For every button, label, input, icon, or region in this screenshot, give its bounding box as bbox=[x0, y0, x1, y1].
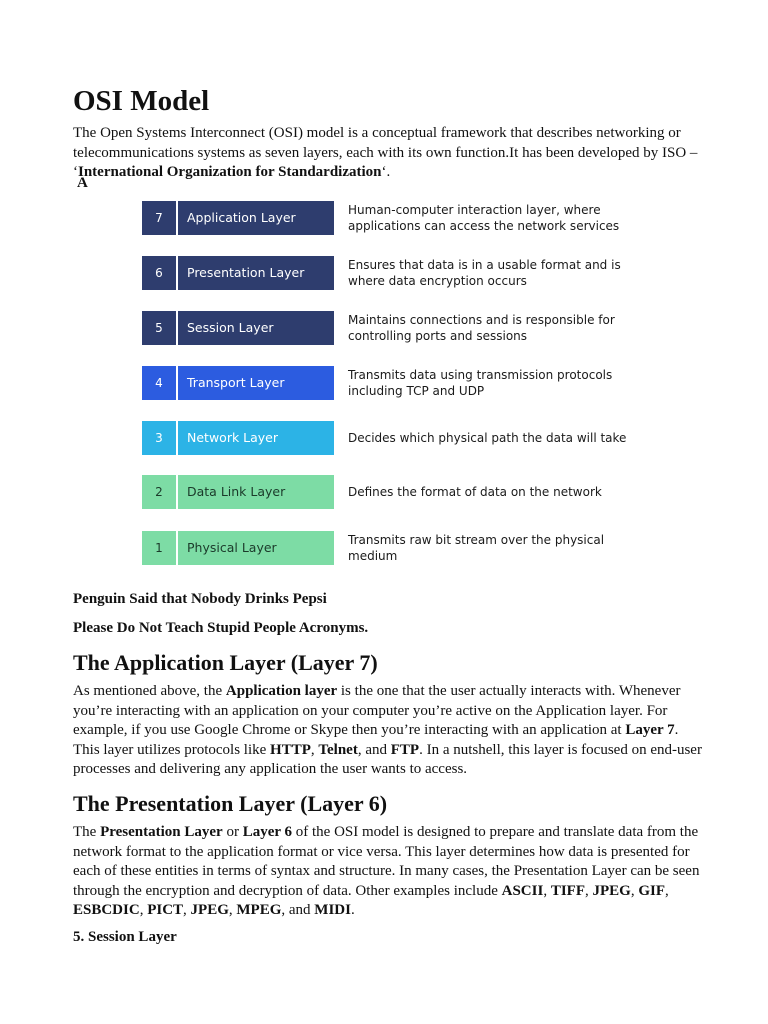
intro-org-name: International Organization for Standardization bbox=[78, 164, 382, 180]
text: . This layer utilizes protocols like bbox=[73, 722, 679, 758]
text: , bbox=[543, 882, 551, 899]
osi-row-layer-4 bbox=[142, 366, 702, 400]
layer-description: Decides which physical path the data will take bbox=[348, 431, 627, 445]
layer-number: 5 bbox=[142, 311, 176, 345]
mnemonic-penguin: Penguin Said that Nobody Drinks Pepsi bbox=[73, 591, 327, 607]
layer-number: 1 bbox=[142, 531, 176, 565]
text: is the one that the user actually interacts with. Whenever you’re interacting with an application on your computer you’re active on the Application layer. For example, if you use Google Chrome or Skype then you’re interacting with an application at bbox=[73, 683, 681, 738]
intro-paragraph bbox=[73, 124, 703, 183]
session-layer-heading: 5. Session Layer bbox=[73, 929, 177, 945]
bold-term: Presentation Layer bbox=[100, 824, 223, 840]
osi-row-layer-1 bbox=[142, 531, 702, 565]
application-layer-paragraph bbox=[73, 682, 703, 780]
layer-description: Ensures that data is in a usable format and is where data encryption occurs bbox=[348, 258, 621, 288]
osi-row-layer-3 bbox=[142, 421, 702, 455]
bold-term: Layer 6 bbox=[242, 824, 293, 840]
text: , bbox=[139, 902, 148, 918]
text: , bbox=[228, 902, 237, 918]
bold-term: Layer 7 bbox=[625, 722, 675, 738]
layer-description: Transmits data using transmission protocols including TCP and UDP bbox=[348, 368, 613, 398]
bold-term: ASCII bbox=[501, 882, 544, 899]
text: of the OSI model is designed to prepare and translate data from the network format to the application format or vice versa. This layer determines how data is presented for each of these entities in terms of syntax and structure. In many cases, the Presentation Layer can be seen through the encryption and decryption of data. Other examples include bbox=[73, 824, 700, 899]
intro-letter: A bbox=[77, 175, 88, 191]
layer-description: Maintains connections and is responsible for controlling ports and sessions bbox=[348, 313, 615, 343]
layer-description: Human-computer interaction layer, where applications can access the network services bbox=[348, 203, 620, 233]
text: . bbox=[350, 902, 355, 918]
layer-name: Network Layer bbox=[178, 421, 334, 455]
osi-row-layer-5 bbox=[142, 311, 702, 345]
layer-name: Application Layer bbox=[178, 201, 334, 235]
layer-name: Transport Layer bbox=[178, 366, 334, 400]
presentation-layer-paragraph bbox=[73, 823, 703, 921]
bold-term: FTP bbox=[390, 741, 420, 758]
layer-number: 7 bbox=[142, 201, 176, 235]
bold-term: GIF bbox=[638, 882, 665, 899]
bold-term: JPEG bbox=[190, 902, 229, 918]
bold-term: Telnet bbox=[318, 741, 358, 758]
page-title: OSI Model bbox=[73, 85, 210, 117]
bold-term: MIDI bbox=[314, 902, 351, 918]
intro-text-1: The Open Systems Interconnect (OSI) model is a conceptual framework that describes networking or telecommunications systems as seven layers, each with its own function.It has been developed by ISO – ‘ bbox=[73, 125, 698, 180]
layer-name: Presentation Layer bbox=[178, 256, 334, 290]
text: or bbox=[222, 824, 243, 840]
layer-number: 6 bbox=[142, 256, 176, 290]
mnemonic-please: Please Do Not Teach Stupid People Acronyms. bbox=[73, 620, 369, 636]
intro-text-2: ‘. bbox=[381, 164, 391, 180]
text: , and bbox=[281, 902, 315, 918]
layer-name: Session Layer bbox=[178, 311, 334, 345]
bold-term: HTTP bbox=[270, 741, 311, 758]
bold-term: MPEG bbox=[236, 902, 282, 918]
layer-name: Data Link Layer bbox=[178, 475, 334, 509]
bold-term: PICT bbox=[147, 902, 184, 918]
layer-name: Physical Layer bbox=[178, 531, 334, 565]
text: , bbox=[584, 882, 593, 899]
layer-number: 3 bbox=[142, 421, 176, 455]
layer-description: Defines the format of data on the network bbox=[348, 485, 602, 499]
text: The bbox=[73, 824, 101, 840]
bold-term: TIFF bbox=[550, 882, 585, 899]
bold-term: ESBCDIC bbox=[73, 902, 140, 918]
text: , bbox=[183, 902, 191, 918]
layer-description: Transmits raw bit stream over the physical medium bbox=[348, 533, 605, 563]
bold-term: Application layer bbox=[225, 683, 338, 699]
osi-row-layer-2 bbox=[142, 475, 702, 509]
text: , and bbox=[357, 741, 391, 758]
layer-number: 4 bbox=[142, 366, 176, 400]
presentation-layer-heading: The Presentation Layer (Layer 6) bbox=[73, 791, 388, 816]
layer-number: 2 bbox=[142, 475, 176, 509]
text: , bbox=[665, 882, 669, 899]
text: As mentioned above, the bbox=[73, 683, 226, 699]
text: . In a nutshell, this layer is focused on end-user processes and delivering any application the user wants to access. bbox=[73, 741, 702, 777]
osi-row-layer-6 bbox=[142, 256, 702, 290]
text: , bbox=[630, 882, 639, 899]
bold-term: JPEG bbox=[592, 882, 631, 899]
application-layer-heading: The Application Layer (Layer 7) bbox=[73, 650, 378, 675]
text: , bbox=[310, 741, 319, 758]
osi-row-layer-7 bbox=[142, 201, 702, 235]
